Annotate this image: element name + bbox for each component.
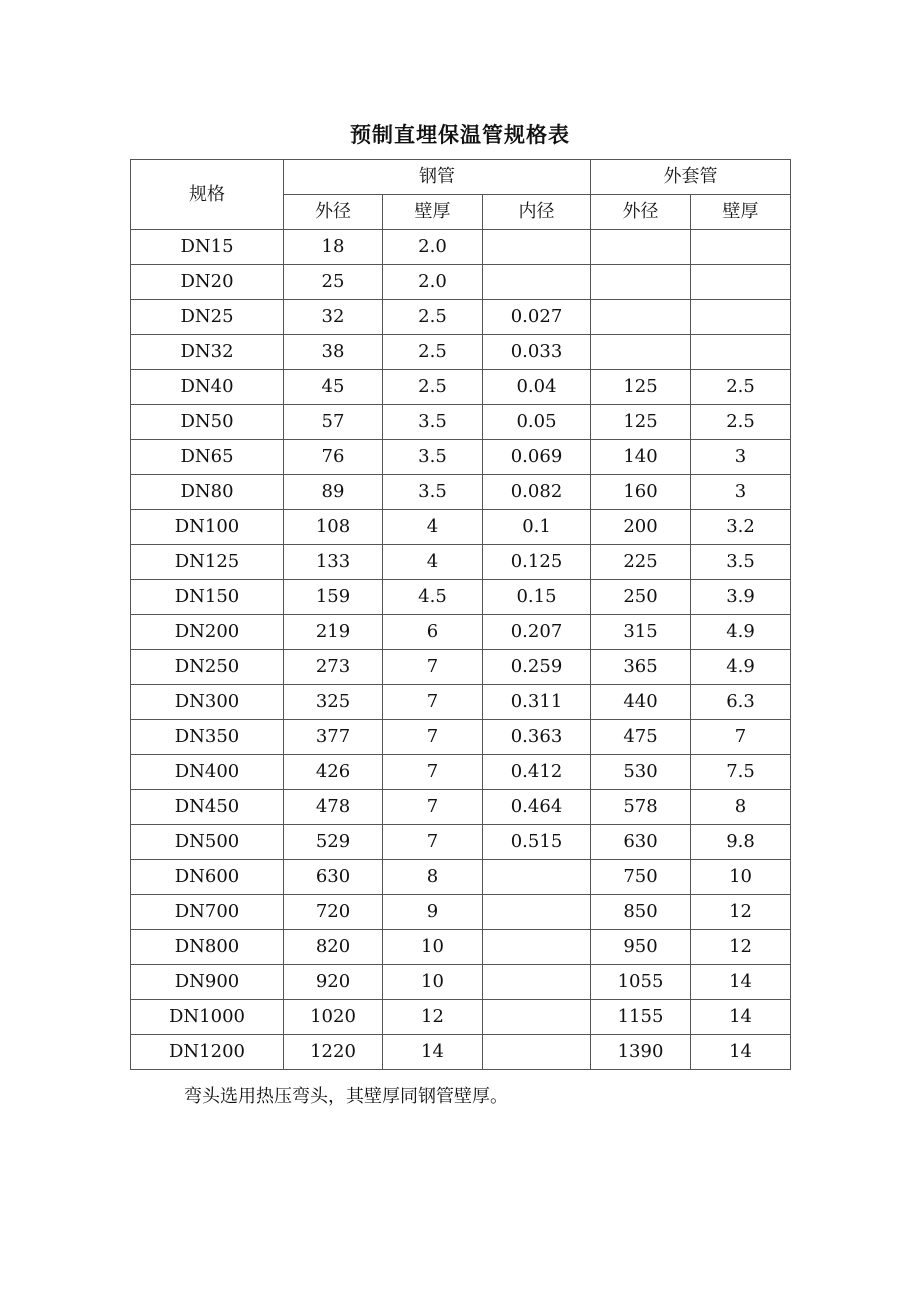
cell-spec: DN400 — [131, 755, 284, 790]
cell-casing-outer-diameter: 578 — [591, 790, 691, 825]
cell-casing-outer-diameter: 160 — [591, 475, 691, 510]
cell-spec: DN450 — [131, 790, 284, 825]
cell-casing-outer-diameter: 250 — [591, 580, 691, 615]
cell-casing-wall-thickness: 2.5 — [691, 370, 791, 405]
table-row — [131, 335, 791, 370]
cell-steel-outer-diameter: 108 — [284, 510, 383, 545]
cell-spec: DN700 — [131, 895, 284, 930]
table-row — [131, 895, 791, 930]
cell-steel-inner-diameter — [483, 265, 591, 300]
cell-casing-outer-diameter: 475 — [591, 720, 691, 755]
header-spec: 规格 — [131, 160, 284, 230]
cell-steel-outer-diameter: 920 — [284, 965, 383, 1000]
cell-steel-wall-thickness: 12 — [383, 1000, 483, 1035]
cell-spec: DN800 — [131, 930, 284, 965]
cell-steel-inner-diameter: 0.05 — [483, 405, 591, 440]
table-row — [131, 230, 791, 265]
cell-steel-inner-diameter: 0.027 — [483, 300, 591, 335]
cell-casing-outer-diameter: 630 — [591, 825, 691, 860]
table-row — [131, 440, 791, 475]
header-casing-outer-diameter: 外径 — [591, 195, 691, 230]
cell-spec: DN150 — [131, 580, 284, 615]
cell-casing-wall-thickness: 7.5 — [691, 755, 791, 790]
table-row — [131, 1000, 791, 1035]
table-header — [131, 160, 791, 230]
cell-steel-inner-diameter — [483, 230, 591, 265]
cell-steel-outer-diameter: 25 — [284, 265, 383, 300]
cell-casing-wall-thickness: 4.9 — [691, 650, 791, 685]
cell-steel-wall-thickness: 7 — [383, 755, 483, 790]
cell-steel-inner-diameter: 0.15 — [483, 580, 591, 615]
cell-steel-inner-diameter: 0.04 — [483, 370, 591, 405]
cell-spec: DN100 — [131, 510, 284, 545]
cell-steel-outer-diameter: 133 — [284, 545, 383, 580]
cell-casing-outer-diameter: 1055 — [591, 965, 691, 1000]
cell-steel-wall-thickness: 8 — [383, 860, 483, 895]
header-steel-pipe: 钢管 — [284, 160, 591, 195]
cell-spec: DN200 — [131, 615, 284, 650]
cell-steel-inner-diameter — [483, 930, 591, 965]
cell-casing-wall-thickness: 3 — [691, 440, 791, 475]
table-row — [131, 510, 791, 545]
table-row — [131, 615, 791, 650]
cell-steel-wall-thickness: 3.5 — [383, 475, 483, 510]
cell-casing-wall-thickness: 7 — [691, 720, 791, 755]
cell-steel-inner-diameter — [483, 1000, 591, 1035]
cell-casing-wall-thickness: 3.2 — [691, 510, 791, 545]
cell-casing-wall-thickness: 12 — [691, 930, 791, 965]
cell-casing-outer-diameter: 440 — [591, 685, 691, 720]
cell-casing-wall-thickness: 14 — [691, 1000, 791, 1035]
cell-casing-wall-thickness — [691, 230, 791, 265]
cell-steel-inner-diameter — [483, 860, 591, 895]
cell-spec: DN50 — [131, 405, 284, 440]
table-row — [131, 300, 791, 335]
cell-casing-wall-thickness: 3 — [691, 475, 791, 510]
cell-casing-wall-thickness — [691, 300, 791, 335]
cell-casing-wall-thickness: 14 — [691, 1035, 791, 1070]
cell-spec: DN20 — [131, 265, 284, 300]
cell-spec: DN65 — [131, 440, 284, 475]
cell-casing-wall-thickness: 8 — [691, 790, 791, 825]
cell-casing-outer-diameter: 1155 — [591, 1000, 691, 1035]
cell-steel-inner-diameter — [483, 1035, 591, 1070]
cell-casing-wall-thickness: 4.9 — [691, 615, 791, 650]
table-row — [131, 265, 791, 300]
cell-steel-inner-diameter: 0.1 — [483, 510, 591, 545]
cell-steel-wall-thickness: 9 — [383, 895, 483, 930]
cell-steel-outer-diameter: 57 — [284, 405, 383, 440]
cell-steel-wall-thickness: 3.5 — [383, 440, 483, 475]
cell-steel-inner-diameter: 0.082 — [483, 475, 591, 510]
elbow-note: 弯头选用热压弯头，其壁厚同钢管壁厚。 — [184, 1086, 508, 1107]
cell-steel-outer-diameter: 219 — [284, 615, 383, 650]
cell-casing-wall-thickness: 2.5 — [691, 405, 791, 440]
cell-steel-outer-diameter: 89 — [284, 475, 383, 510]
cell-spec: DN15 — [131, 230, 284, 265]
table-row — [131, 545, 791, 580]
cell-casing-wall-thickness: 3.5 — [691, 545, 791, 580]
cell-steel-outer-diameter: 1020 — [284, 1000, 383, 1035]
cell-steel-inner-diameter: 0.033 — [483, 335, 591, 370]
cell-spec: DN350 — [131, 720, 284, 755]
cell-casing-outer-diameter: 1390 — [591, 1035, 691, 1070]
cell-casing-outer-diameter: 530 — [591, 755, 691, 790]
cell-casing-outer-diameter — [591, 300, 691, 335]
cell-spec: DN1200 — [131, 1035, 284, 1070]
cell-spec: DN300 — [131, 685, 284, 720]
cell-steel-inner-diameter: 0.515 — [483, 825, 591, 860]
cell-spec: DN25 — [131, 300, 284, 335]
cell-casing-wall-thickness: 10 — [691, 860, 791, 895]
table-row — [131, 790, 791, 825]
cell-casing-outer-diameter: 125 — [591, 370, 691, 405]
table-row — [131, 720, 791, 755]
cell-casing-outer-diameter: 365 — [591, 650, 691, 685]
cell-steel-wall-thickness: 7 — [383, 790, 483, 825]
cell-spec: DN250 — [131, 650, 284, 685]
cell-steel-wall-thickness: 10 — [383, 930, 483, 965]
document-title: 预制直埋保温管规格表 — [350, 122, 570, 147]
cell-steel-wall-thickness: 2.5 — [383, 335, 483, 370]
cell-casing-wall-thickness: 14 — [691, 965, 791, 1000]
header-row-groups — [131, 160, 791, 195]
cell-casing-outer-diameter: 125 — [591, 405, 691, 440]
cell-steel-wall-thickness: 7 — [383, 650, 483, 685]
cell-steel-wall-thickness: 7 — [383, 825, 483, 860]
header-outer-casing: 外套管 — [591, 160, 791, 195]
cell-steel-outer-diameter: 45 — [284, 370, 383, 405]
cell-spec: DN32 — [131, 335, 284, 370]
header-casing-wall-thickness: 壁厚 — [691, 195, 791, 230]
cell-steel-outer-diameter: 478 — [284, 790, 383, 825]
cell-spec: DN80 — [131, 475, 284, 510]
cell-steel-inner-diameter: 0.363 — [483, 720, 591, 755]
header-steel-outer-diameter: 外径 — [284, 195, 383, 230]
cell-steel-outer-diameter: 1220 — [284, 1035, 383, 1070]
header-steel-inner-diameter: 内径 — [483, 195, 591, 230]
cell-spec: DN40 — [131, 370, 284, 405]
cell-steel-outer-diameter: 820 — [284, 930, 383, 965]
table-row — [131, 1035, 791, 1070]
cell-steel-outer-diameter: 273 — [284, 650, 383, 685]
cell-steel-wall-thickness: 7 — [383, 720, 483, 755]
cell-casing-wall-thickness: 9.8 — [691, 825, 791, 860]
cell-steel-wall-thickness: 2.0 — [383, 230, 483, 265]
cell-steel-outer-diameter: 18 — [284, 230, 383, 265]
cell-spec: DN125 — [131, 545, 284, 580]
cell-casing-outer-diameter: 750 — [591, 860, 691, 895]
cell-spec: DN1000 — [131, 1000, 284, 1035]
pipe-spec-table — [130, 159, 791, 1070]
cell-casing-outer-diameter: 225 — [591, 545, 691, 580]
cell-steel-outer-diameter: 325 — [284, 685, 383, 720]
cell-steel-wall-thickness: 2.5 — [383, 300, 483, 335]
cell-steel-wall-thickness: 2.0 — [383, 265, 483, 300]
table-row — [131, 930, 791, 965]
cell-casing-outer-diameter: 200 — [591, 510, 691, 545]
cell-steel-wall-thickness: 3.5 — [383, 405, 483, 440]
cell-steel-inner-diameter — [483, 965, 591, 1000]
cell-casing-outer-diameter: 850 — [591, 895, 691, 930]
cell-steel-outer-diameter: 76 — [284, 440, 383, 475]
cell-steel-wall-thickness: 4 — [383, 510, 483, 545]
cell-casing-wall-thickness — [691, 335, 791, 370]
cell-steel-outer-diameter: 529 — [284, 825, 383, 860]
table-row — [131, 860, 791, 895]
cell-steel-inner-diameter: 0.069 — [483, 440, 591, 475]
cell-casing-outer-diameter: 950 — [591, 930, 691, 965]
cell-casing-outer-diameter — [591, 265, 691, 300]
cell-steel-inner-diameter: 0.125 — [483, 545, 591, 580]
cell-casing-wall-thickness: 6.3 — [691, 685, 791, 720]
cell-steel-wall-thickness: 10 — [383, 965, 483, 1000]
cell-steel-outer-diameter: 630 — [284, 860, 383, 895]
cell-steel-outer-diameter: 159 — [284, 580, 383, 615]
cell-steel-inner-diameter: 0.412 — [483, 755, 591, 790]
cell-steel-outer-diameter: 32 — [284, 300, 383, 335]
cell-steel-inner-diameter: 0.259 — [483, 650, 591, 685]
cell-steel-outer-diameter: 426 — [284, 755, 383, 790]
cell-casing-wall-thickness: 3.9 — [691, 580, 791, 615]
cell-casing-wall-thickness: 12 — [691, 895, 791, 930]
table-row — [131, 405, 791, 440]
cell-steel-inner-diameter: 0.464 — [483, 790, 591, 825]
table-row — [131, 650, 791, 685]
cell-steel-outer-diameter: 38 — [284, 335, 383, 370]
cell-casing-outer-diameter — [591, 335, 691, 370]
cell-steel-inner-diameter: 0.311 — [483, 685, 591, 720]
table-row — [131, 580, 791, 615]
cell-steel-inner-diameter — [483, 895, 591, 930]
cell-steel-wall-thickness: 4 — [383, 545, 483, 580]
table-row — [131, 475, 791, 510]
cell-steel-inner-diameter: 0.207 — [483, 615, 591, 650]
table-row — [131, 825, 791, 860]
cell-casing-outer-diameter: 315 — [591, 615, 691, 650]
table-body — [131, 230, 791, 1070]
header-steel-wall-thickness: 壁厚 — [383, 195, 483, 230]
cell-casing-wall-thickness — [691, 265, 791, 300]
cell-spec: DN600 — [131, 860, 284, 895]
cell-steel-wall-thickness: 7 — [383, 685, 483, 720]
cell-steel-wall-thickness: 4.5 — [383, 580, 483, 615]
cell-steel-wall-thickness: 14 — [383, 1035, 483, 1070]
table-row — [131, 755, 791, 790]
cell-casing-outer-diameter — [591, 230, 691, 265]
table-row — [131, 965, 791, 1000]
table-row — [131, 685, 791, 720]
cell-steel-outer-diameter: 377 — [284, 720, 383, 755]
cell-spec: DN900 — [131, 965, 284, 1000]
cell-steel-outer-diameter: 720 — [284, 895, 383, 930]
cell-steel-wall-thickness: 2.5 — [383, 370, 483, 405]
table-row — [131, 370, 791, 405]
cell-casing-outer-diameter: 140 — [591, 440, 691, 475]
cell-steel-wall-thickness: 6 — [383, 615, 483, 650]
cell-spec: DN500 — [131, 825, 284, 860]
